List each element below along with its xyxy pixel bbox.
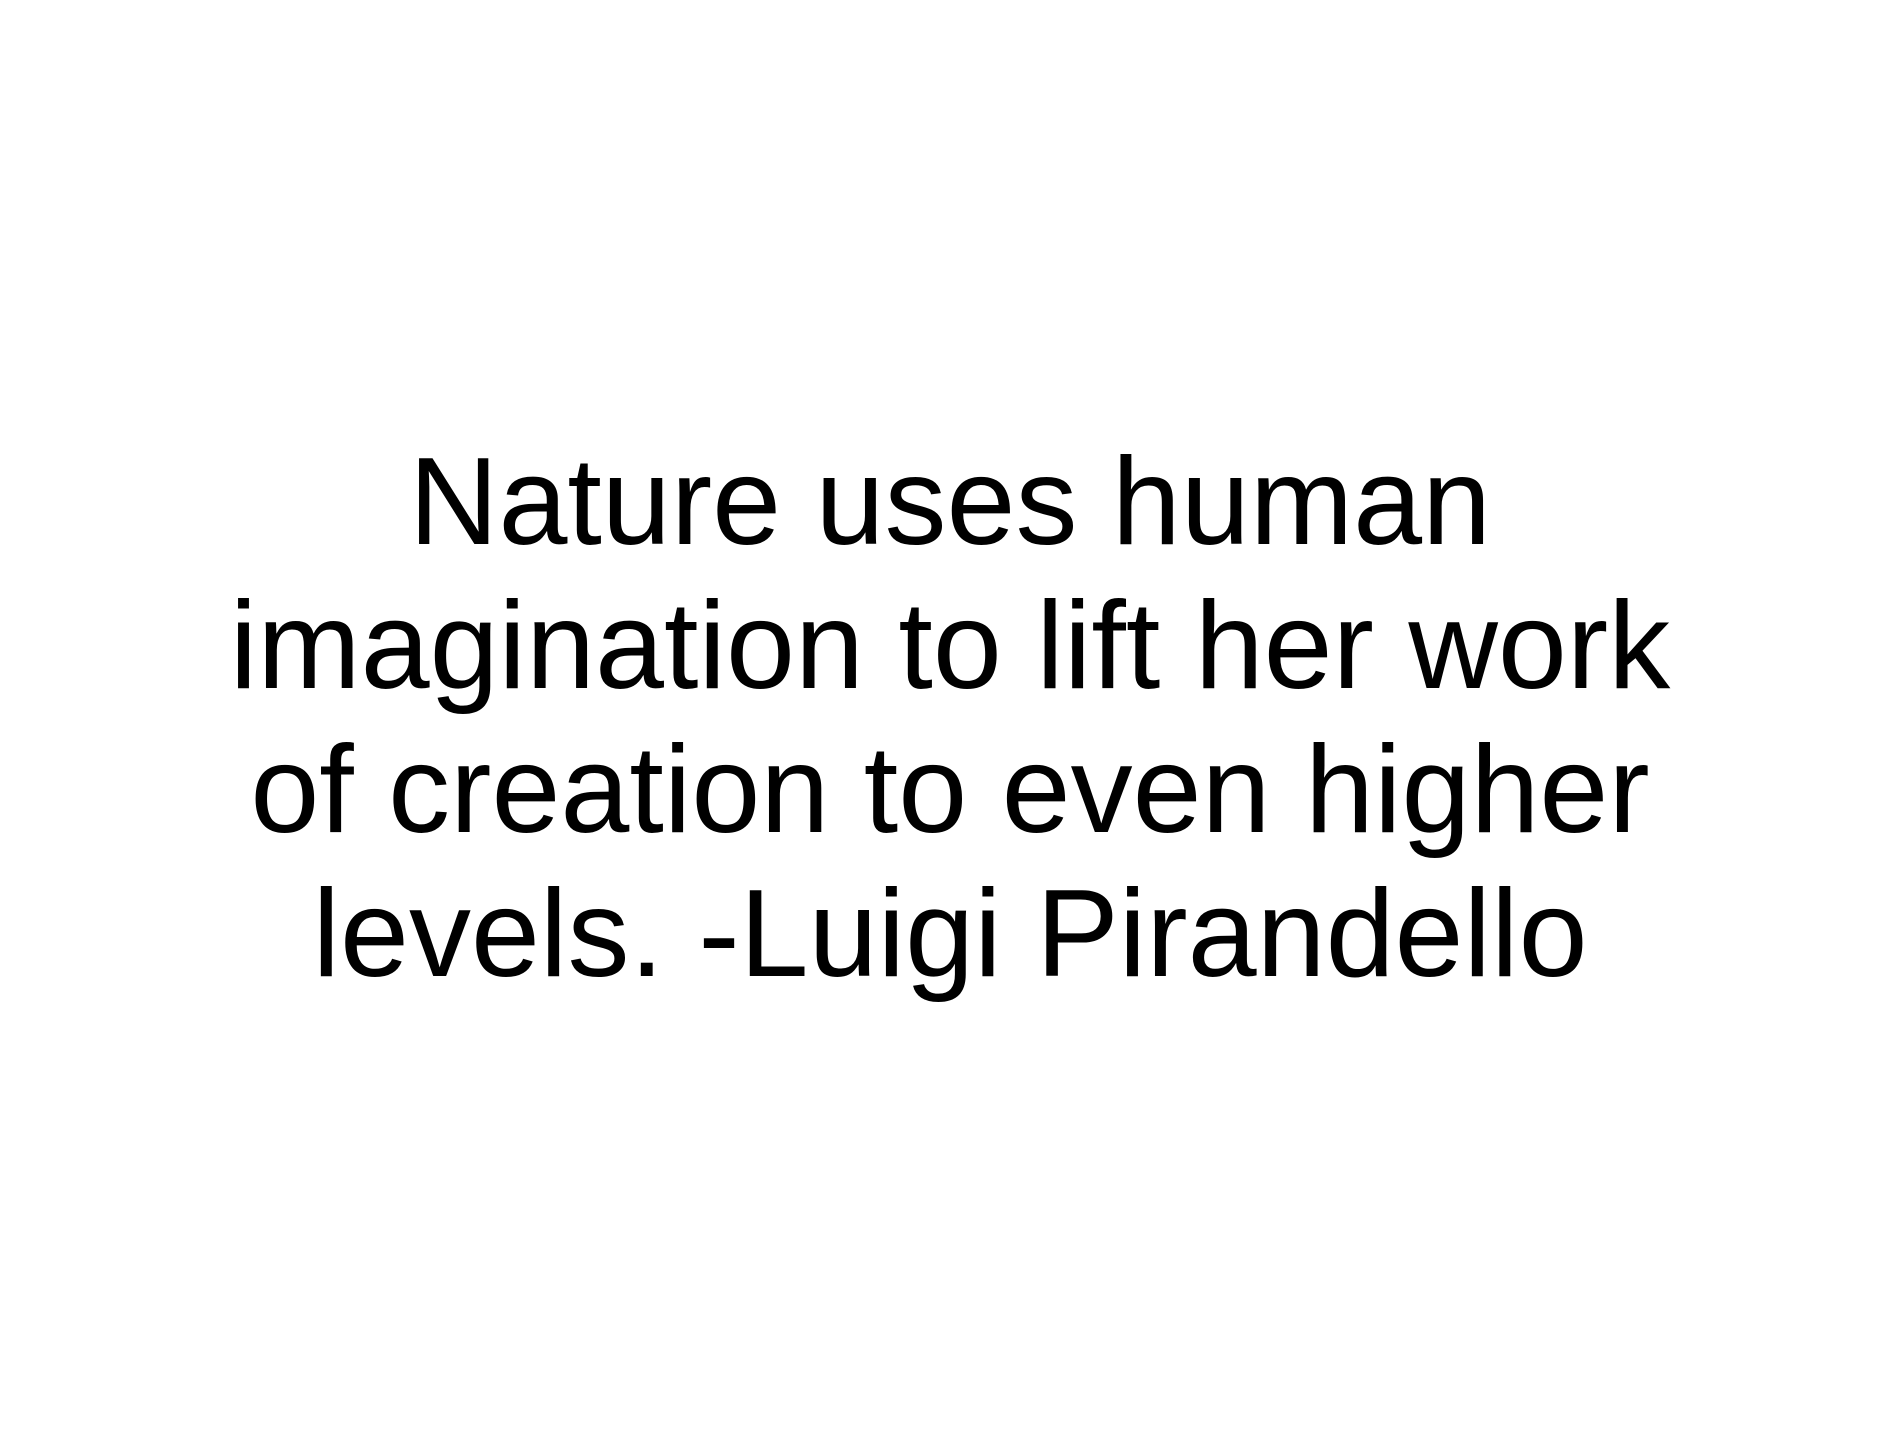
quote-line-1: Nature uses human xyxy=(408,433,1492,571)
quote-line-3: of creation to even higher xyxy=(250,721,1650,859)
quote-text xyxy=(0,430,1900,1006)
quote-line-2: imagination to lift her work xyxy=(229,577,1671,715)
quote-line-4: levels. -Luigi Pirandello xyxy=(312,865,1588,1003)
